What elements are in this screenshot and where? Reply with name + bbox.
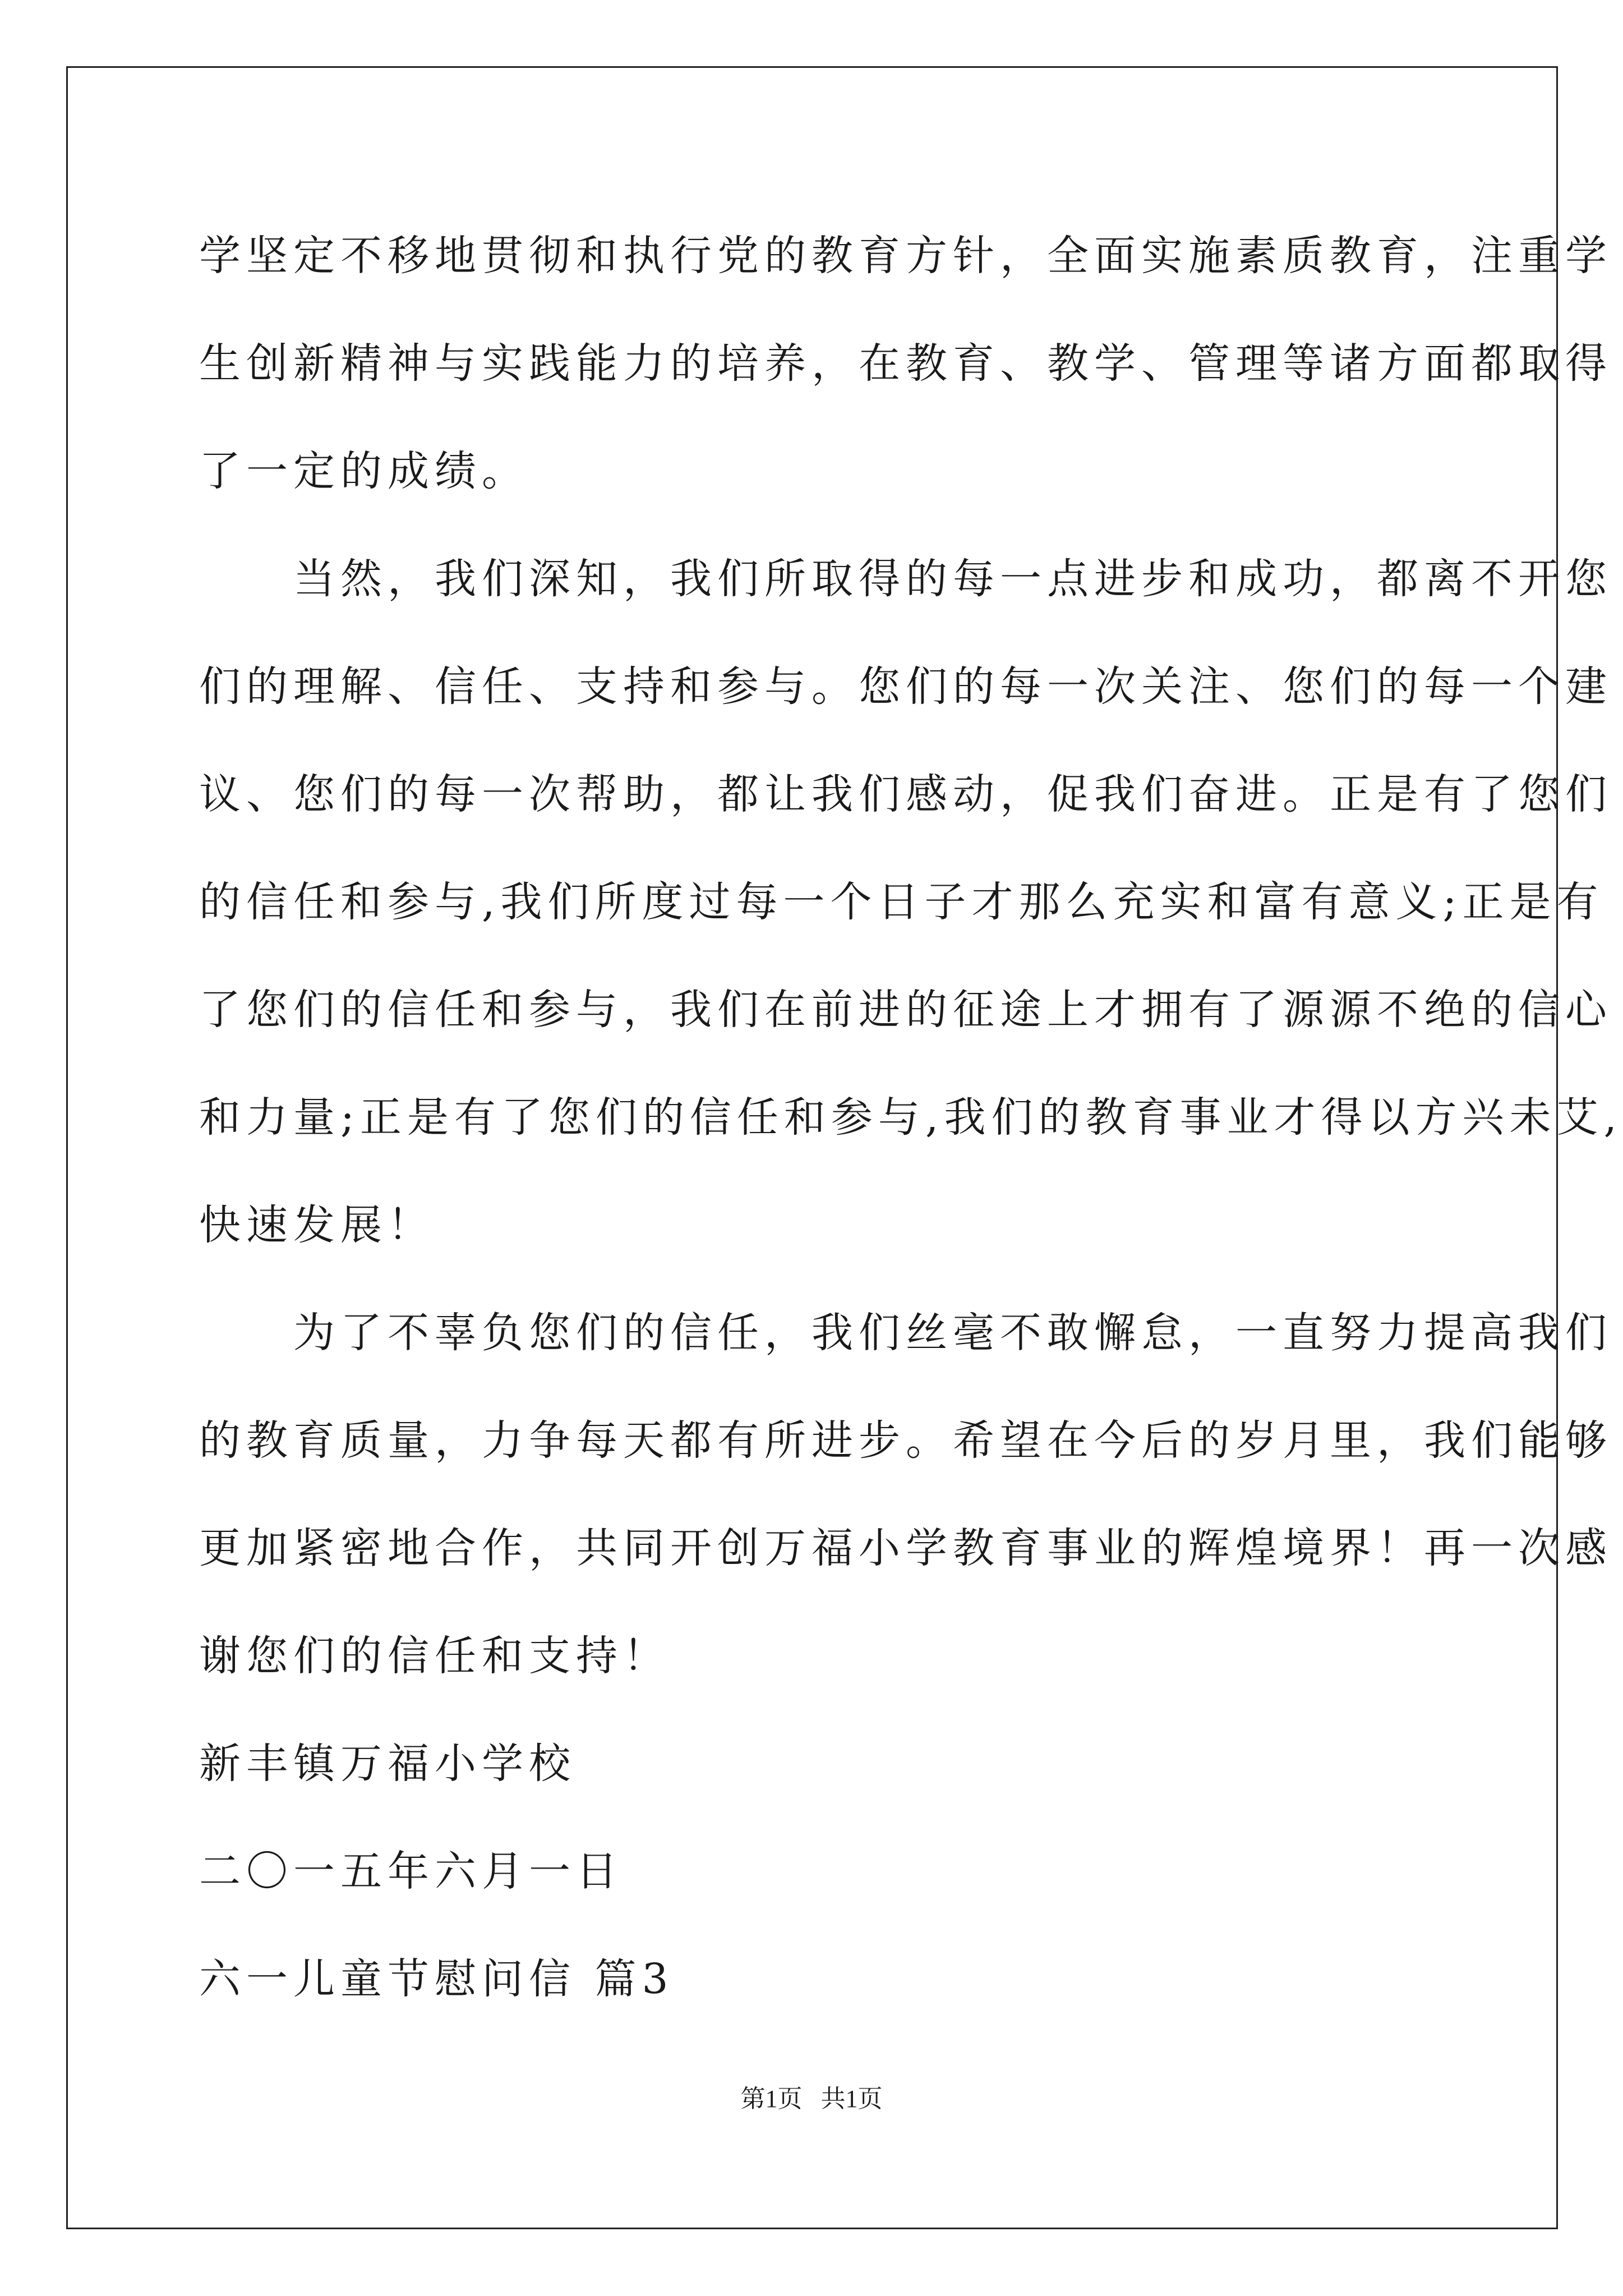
page-number: 第1页 共1页 xyxy=(740,2085,883,2113)
text-line: 学坚定不移地贯彻和执行党的教育方针，全面实施素质教育，注重学 xyxy=(199,232,1612,280)
text-line: 当然，我们深知，我们所取得的每一点进步和成功，都离不开您 xyxy=(199,555,1612,603)
document-body xyxy=(199,202,1622,2033)
signature-school: 新丰镇万福小学校 xyxy=(199,1740,576,1788)
text-line: 们的理解、信任、支持和参与。您们的每一次关注、您们的每一个建 xyxy=(199,662,1612,711)
text-line: 议、您们的每一次帮助，都让我们感动，促我们奋进。正是有了您们 xyxy=(199,770,1612,818)
page-footer xyxy=(0,2082,1623,2116)
text-line: 快速发展！ xyxy=(199,1201,435,1249)
text-line: 生创新精神与实践能力的培养，在教育、教学、管理等诸方面都取得 xyxy=(199,339,1612,388)
text-line: 和力量;正是有了您们的信任和参与,我们的教育事业才得以方兴未艾, xyxy=(199,1093,1622,1142)
text-line: 谢您们的信任和支持！ xyxy=(199,1632,670,1680)
signature-date: 二〇一五年六月一日 xyxy=(199,1847,623,1895)
text-line: 的信任和参与,我们所度过每一个日子才那么充实和富有意义;正是有 xyxy=(199,878,1604,926)
text-line: 的教育质量，力争每天都有所进步。希望在今后的岁月里，我们能够 xyxy=(199,1416,1612,1465)
text-line: 了您们的信任和参与，我们在前进的征途上才拥有了源源不绝的信心 xyxy=(199,986,1612,1034)
text-line: 更加紧密地合作，共同开创万福小学教育事业的辉煌境界！再一次感 xyxy=(199,1524,1612,1572)
section-heading: 六一儿童节慰问信 篇3 xyxy=(199,1955,674,2003)
text-line: 了一定的成绩。 xyxy=(199,447,529,495)
text-line: 为了不辜负您们的信任，我们丝毫不敢懈怠，一直努力提高我们 xyxy=(199,1309,1612,1357)
